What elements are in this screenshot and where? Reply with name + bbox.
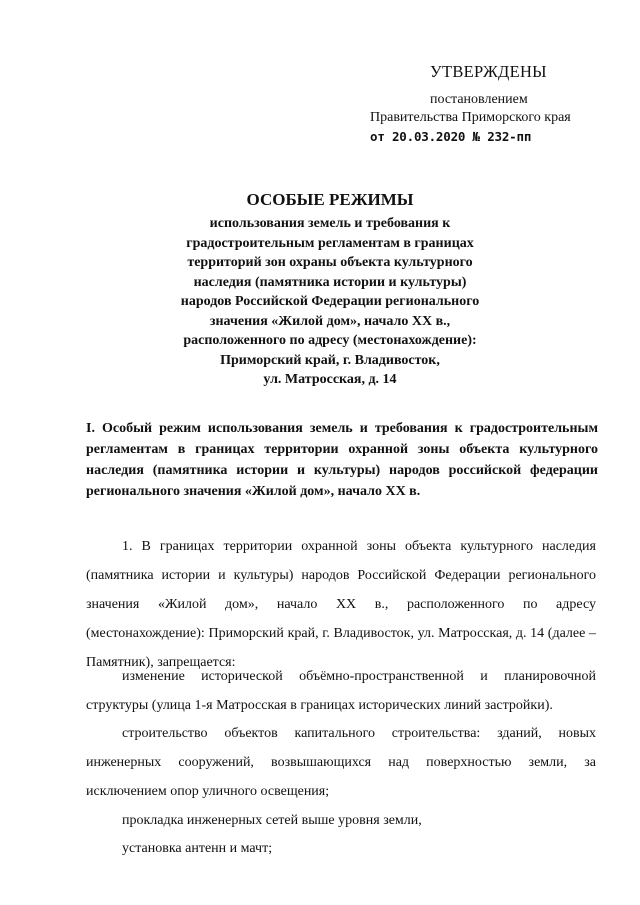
document-title-line: градостроительным регламентам в границах [186, 235, 474, 251]
approval-title: УТВЕРЖДЕНЫ [430, 62, 547, 81]
document-title-line: наследия (памятника истории и культуры) [193, 274, 467, 290]
document-title-line: использования земель и требования к [209, 216, 451, 231]
paragraph: установка антенн и мачт; [122, 841, 273, 856]
approval-date-number-stamp: от 20.03.2020 № 232-пп [370, 129, 532, 144]
paragraph: строительство объектов капитального строительства: зданий, новых инженерных сооружений, возвышающихся над поверхностью земли, за исключением опор уличного освещения; [86, 726, 596, 799]
document-title-line: территорий зон охраны объекта культурного [187, 255, 473, 270]
approval-line-government: Правительства Приморского края [370, 110, 571, 125]
section-heading: I. Особый режим использования земель и требования к градостроительным регламентам в границах территории охранной зоны объекта культурного наследия (памятника истории и культуры) народов российской федерации регионального значения «Жилой дом», начало XX в. [86, 421, 598, 499]
paragraph: изменение исторической объёмно-пространственной и планировочной структуры (улица 1-я Матросская в границах исторических линий застройки). [86, 669, 596, 713]
document-title-line: расположенного по адресу (местонахождение): [183, 333, 477, 348]
document-title-line: народов Российской Федерации регионального [180, 294, 480, 309]
document-title-line: значения «Жилой дом», начало XX в., [209, 313, 451, 329]
paragraph: 1. В границах территории охранной зоны объекта культурного наследия (памятника истории и культуры) народов Российской Федерации регионального значения «Жилой дом», начало XX в., расположенного по адресу (местонахождение): Приморский край, г. Владивосток, ул. Матросская, д. 14 (далее – Памятник), запрещается: [86, 539, 596, 670]
document-title-line: Приморский край, г. Владивосток, [220, 352, 440, 368]
paragraph: прокладка инженерных сетей выше уровня земли, [122, 813, 422, 828]
approval-line-decree: постановлением [430, 92, 528, 107]
document-title [140, 190, 520, 390]
document-title-heading: ОСОБЫЕ РЕЖИМЫ [246, 190, 414, 209]
document-title-line: ул. Матросская, д. 14 [263, 372, 397, 387]
